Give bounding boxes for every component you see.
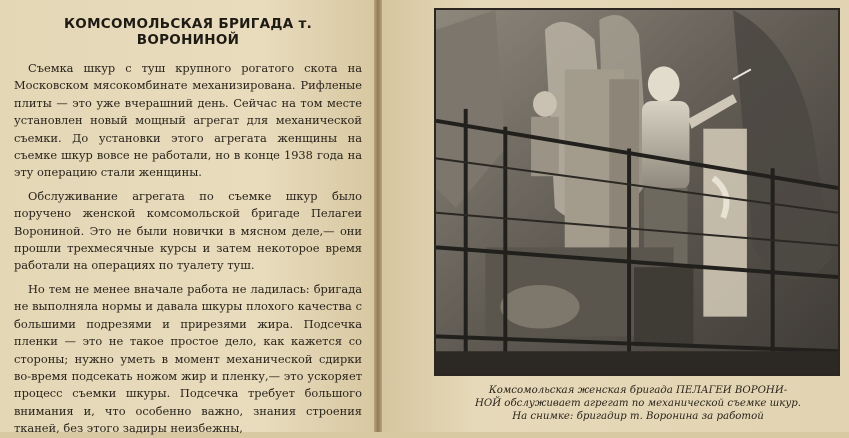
page-gutter xyxy=(374,0,382,432)
left-page xyxy=(0,0,374,436)
article-headline: КОМСОМОЛЬСКАЯ БРИГАДА т. ВОРОНИНОЙ xyxy=(63,16,313,48)
article-paragraph-3: Но тем не менее вначале работа не ладилась: бригада не выполняла нормы и давала шкуры плохого качества с большими подрезями и прирезями жира. Подсечка пленки — это не такое простое дело, как кажется со стороны; нужно уметь в момент механической сдирки во-время подсекать ножом жир и пленку,— это ускоряет процесс съемки шкуры. Подсечка требует большого внимания и, что особенно важно, знания строения тканей, без этого задиры неизбежны, xyxy=(14,281,362,436)
article-body xyxy=(14,60,362,438)
caption-line-1: Комсомольская женская бригада ПЕЛАГЕИ ВОРОНИ- xyxy=(488,385,788,396)
photo-illustration xyxy=(436,10,838,374)
photo-brigade-at-work xyxy=(434,8,840,376)
right-page xyxy=(382,0,849,432)
photo-caption xyxy=(438,384,838,424)
article-paragraph-1: Съемка шкур с туш крупного рогатого скота на Московском мясокомбинате механизирована. Рифленые плиты — это уже вчерашний день. Сейчас на том месте установлен новый мощный агрегат для механической съемки. До установки этого агрегата женщины на съемке шкур вовсе не работали, но в конце 1938 года на эту операцию стали женщины. xyxy=(14,61,362,180)
caption-line-2: НОЙ обслуживает агрегат по механической съемке шкур. xyxy=(474,398,802,410)
caption-line-3: На снимке: бригадир т. Воронина за работой xyxy=(512,411,764,423)
article-paragraph-2: Обслуживание агрегата по съемке шкур было поручено женской комсомольской бригаде Пелагеи Ворониной. Это не были новички в мясном деле,— они прошли трехмесячные курсы и затем некоторое время работали на операциях по туалету туш. xyxy=(14,188,362,273)
